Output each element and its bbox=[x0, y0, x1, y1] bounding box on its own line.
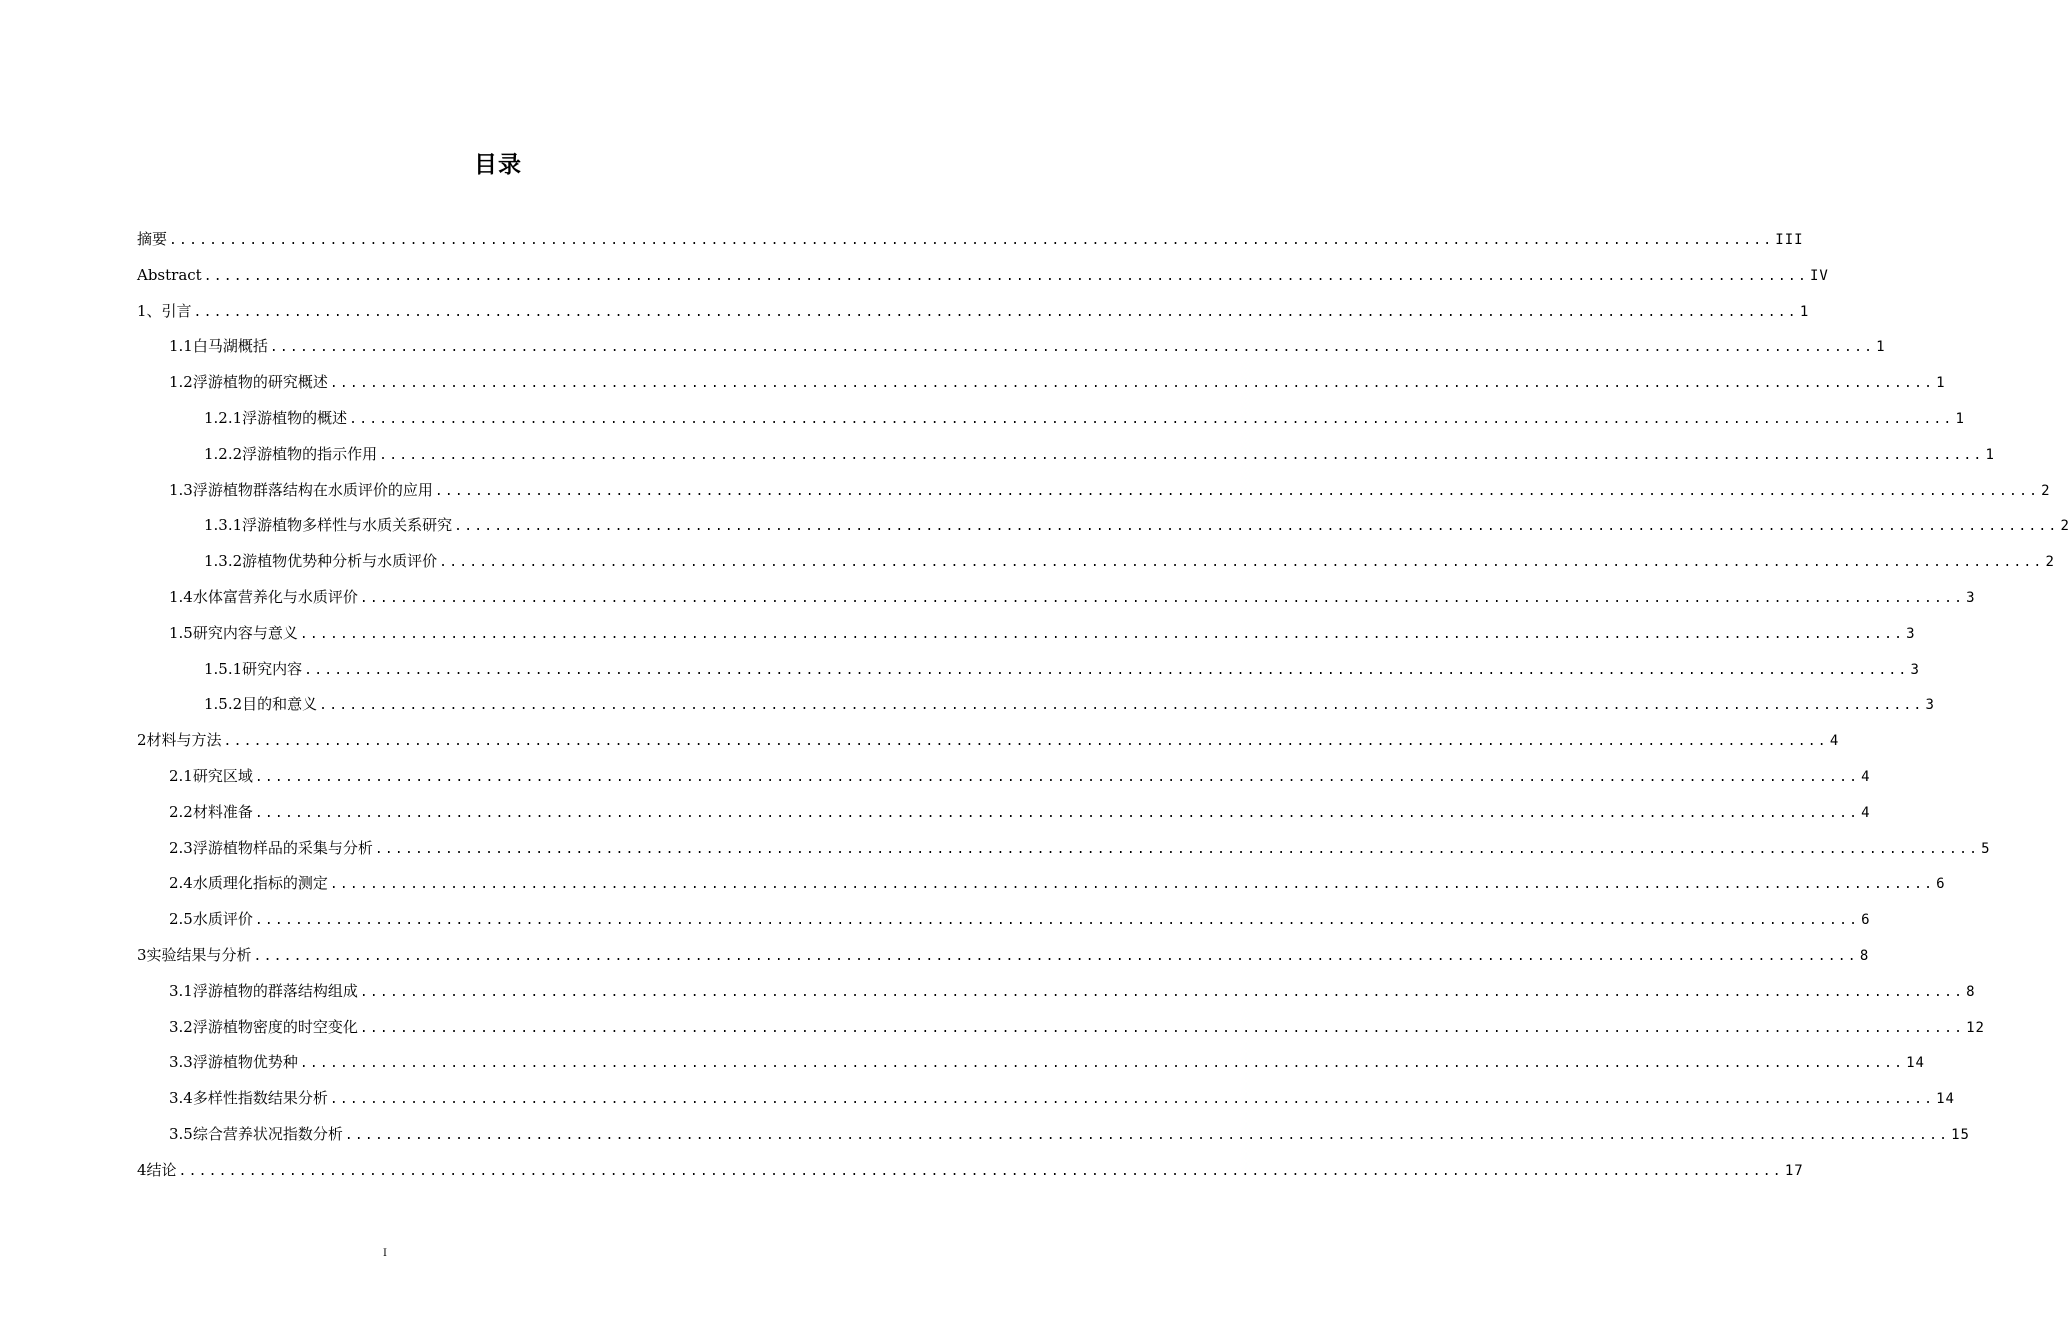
toc-dot-leader: ................................................................................................................................................................ bbox=[379, 447, 1984, 463]
toc-entry[interactable] bbox=[137, 1153, 1804, 1189]
toc-entry-page: 2 bbox=[2060, 518, 2070, 535]
toc-entry-page: 17 bbox=[1784, 1162, 1804, 1179]
toc-entry-label: 2.4水质理化指标的测定 bbox=[169, 874, 328, 893]
toc-entry[interactable] bbox=[137, 544, 2055, 580]
toc-entry[interactable] bbox=[137, 580, 1976, 616]
toc-entry-page: 15 bbox=[1951, 1126, 1970, 1143]
toc-entry-page: 8 bbox=[1859, 947, 1870, 964]
toc-dot-leader: ................................................................................................................................................................ bbox=[359, 1020, 1965, 1036]
toc-entry-label: 3.2浮游植物密度的时空变化 bbox=[169, 1017, 358, 1036]
toc-entry-page: III bbox=[1775, 232, 1804, 248]
toc-entry-label: 4结论 bbox=[137, 1160, 177, 1179]
toc-dot-leader: ................................................................................................................................................................ bbox=[254, 769, 1860, 785]
toc-entry-page: 4 bbox=[1829, 733, 1840, 750]
toc-entry[interactable] bbox=[137, 329, 1886, 365]
toc-entry-label: 1.3.1浮游植物多样性与水质关系研究 bbox=[204, 516, 453, 535]
toc-dot-leader: ................................................................................................................................................................ bbox=[359, 590, 1965, 606]
toc-dot-leader: ................................................................................................................................................................ bbox=[169, 233, 1774, 248]
toc-dot-leader: ................................................................................................................................................................ bbox=[203, 268, 1808, 284]
toc-entry-label: 1.3浮游植物群落结构在水质评价的应用 bbox=[169, 480, 433, 499]
toc-dot-leader: ................................................................................................................................................................ bbox=[329, 1092, 1935, 1108]
toc-entry[interactable] bbox=[137, 508, 2070, 544]
toc-entry[interactable] bbox=[137, 1081, 1955, 1117]
toc-dot-leader: ................................................................................................................................................................ bbox=[223, 734, 1828, 750]
toc-entry-label: 2.5水质评价 bbox=[169, 910, 253, 929]
toc-entry[interactable] bbox=[137, 831, 1991, 867]
toc-entry[interactable] bbox=[137, 866, 1946, 902]
toc-entry[interactable] bbox=[137, 1117, 1970, 1153]
toc-dot-leader: ................................................................................................................................................................ bbox=[454, 519, 2059, 535]
toc-entry-label: 2.1研究区域 bbox=[169, 766, 253, 785]
toc-entry-label: 3.1浮游植物的群落结构组成 bbox=[169, 981, 358, 1000]
toc-dot-leader: ................................................................................................................................................................ bbox=[299, 1056, 1905, 1072]
toc-entry-label: 3.3浮游植物优势种 bbox=[169, 1053, 298, 1072]
toc-dot-leader: ................................................................................................................................................................ bbox=[439, 555, 2044, 571]
toc-entry-label: 1.4水体富营养化与水质评价 bbox=[169, 587, 358, 606]
toc-entry-label: Abstract bbox=[137, 265, 202, 284]
toc-entry[interactable] bbox=[137, 616, 1916, 652]
toc-entry-page: IV bbox=[1809, 267, 1829, 284]
toc-dot-leader: ................................................................................................................................................................ bbox=[344, 1127, 1950, 1143]
toc-dot-leader: ................................................................................................................................................................ bbox=[359, 984, 1965, 1000]
toc-entry-label: 1.2.1浮游植物的概述 bbox=[204, 408, 348, 427]
toc-entry-label: 1.2.2浮游植物的指示作用 bbox=[204, 444, 378, 463]
toc-entry-page: 2 bbox=[2041, 482, 2051, 499]
toc-entry-page: 2 bbox=[2045, 554, 2055, 571]
toc-dot-leader: ................................................................................................................................................................ bbox=[374, 841, 1980, 857]
toc-entry-page: 6 bbox=[1936, 876, 1946, 893]
toc-title: 目录 bbox=[474, 152, 522, 178]
toc-entry-page: 1 bbox=[1985, 446, 1995, 463]
toc-entry-page: 12 bbox=[1966, 1019, 1985, 1036]
toc-dot-leader: ................................................................................................................................................................ bbox=[178, 1163, 1783, 1179]
toc-dot-leader: ................................................................................................................................................................ bbox=[269, 340, 1875, 356]
toc-entry-label: 摘要 bbox=[137, 230, 168, 248]
toc-entry-page: 3 bbox=[1906, 625, 1916, 642]
toc-entry-label: 3实验结果与分析 bbox=[137, 945, 252, 964]
toc-entry[interactable] bbox=[137, 1010, 1985, 1046]
toc-entry-page: 4 bbox=[1861, 768, 1871, 785]
toc-entry-label: 1.3.2游植物优势种分析与水质评价 bbox=[204, 552, 438, 571]
toc-entry[interactable] bbox=[137, 258, 1829, 294]
toc-entry-label: 2材料与方法 bbox=[137, 731, 222, 750]
toc-entry-label: 1、引言 bbox=[137, 301, 192, 320]
toc-entry-page: 8 bbox=[1966, 983, 1976, 1000]
toc-dot-leader: ................................................................................................................................................................ bbox=[434, 483, 2040, 499]
toc-entry[interactable] bbox=[137, 795, 1871, 831]
toc-entry-label: 1.1白马湖概括 bbox=[169, 337, 268, 356]
toc-entry[interactable] bbox=[137, 365, 1946, 401]
toc-entry[interactable] bbox=[137, 974, 1976, 1010]
toc-entry-page: 5 bbox=[1981, 840, 1991, 857]
toc-entry[interactable] bbox=[137, 759, 1871, 795]
toc-entry-page: 14 bbox=[1936, 1091, 1955, 1108]
toc-entry-page: 3 bbox=[1966, 589, 1976, 606]
toc-entry-page: 1 bbox=[1876, 339, 1886, 356]
toc-entry[interactable] bbox=[137, 687, 1935, 723]
toc-entry-page: 1 bbox=[1955, 410, 1965, 427]
toc-entry[interactable] bbox=[137, 938, 1870, 974]
table-of-contents bbox=[137, 222, 2070, 1189]
toc-dot-leader: ................................................................................................................................................................ bbox=[254, 913, 1860, 929]
toc-entry[interactable] bbox=[137, 902, 1871, 938]
toc-entry-label: 2.3浮游植物样品的采集与分析 bbox=[169, 838, 373, 857]
toc-entry-label: 1.2浮游植物的研究概述 bbox=[169, 373, 328, 392]
toc-entry-label: 1.5.1研究内容 bbox=[204, 659, 303, 678]
toc-dot-leader: ................................................................................................................................................................ bbox=[329, 376, 1935, 392]
toc-dot-leader: ................................................................................................................................................................ bbox=[349, 411, 1954, 427]
toc-entry-page: 14 bbox=[1906, 1055, 1925, 1072]
toc-entry-label: 1.5研究内容与意义 bbox=[169, 623, 298, 642]
toc-entry-page: 4 bbox=[1861, 804, 1871, 821]
toc-entry[interactable] bbox=[137, 723, 1840, 759]
toc-dot-leader: ................................................................................................................................................................ bbox=[304, 662, 1909, 678]
toc-dot-leader: ................................................................................................................................................................ bbox=[254, 805, 1860, 821]
toc-entry[interactable] bbox=[137, 473, 2051, 509]
toc-dot-leader: ................................................................................................................................................................ bbox=[319, 698, 1924, 714]
toc-entry[interactable] bbox=[137, 222, 1804, 258]
toc-entry[interactable] bbox=[137, 1045, 1925, 1081]
toc-entry[interactable] bbox=[137, 401, 1965, 437]
toc-entry-label: 2.2材料准备 bbox=[169, 802, 253, 821]
toc-entry-page: 1 bbox=[1936, 375, 1946, 392]
toc-entry-page: 3 bbox=[1925, 697, 1935, 714]
toc-entry-label: 3.4多样性指数结果分析 bbox=[169, 1089, 328, 1108]
toc-dot-leader: ................................................................................................................................................................ bbox=[299, 626, 1905, 642]
toc-entry[interactable] bbox=[137, 652, 1920, 688]
footer-page-number: I bbox=[383, 1248, 387, 1259]
toc-dot-leader: ................................................................................................................................................................ bbox=[253, 948, 1858, 964]
toc-entry-label: 1.5.2目的和意义 bbox=[204, 695, 318, 714]
toc-entry-page: 6 bbox=[1861, 912, 1871, 929]
toc-entry-page: 1 bbox=[1799, 303, 1810, 320]
toc-entry-label: 3.5综合营养状况指数分析 bbox=[169, 1124, 343, 1143]
toc-entry[interactable] bbox=[137, 294, 1810, 330]
toc-entry[interactable] bbox=[137, 437, 1995, 473]
toc-dot-leader: ................................................................................................................................................................ bbox=[193, 304, 1798, 320]
toc-entry-page: 3 bbox=[1910, 661, 1920, 678]
toc-dot-leader: ................................................................................................................................................................ bbox=[329, 877, 1935, 893]
